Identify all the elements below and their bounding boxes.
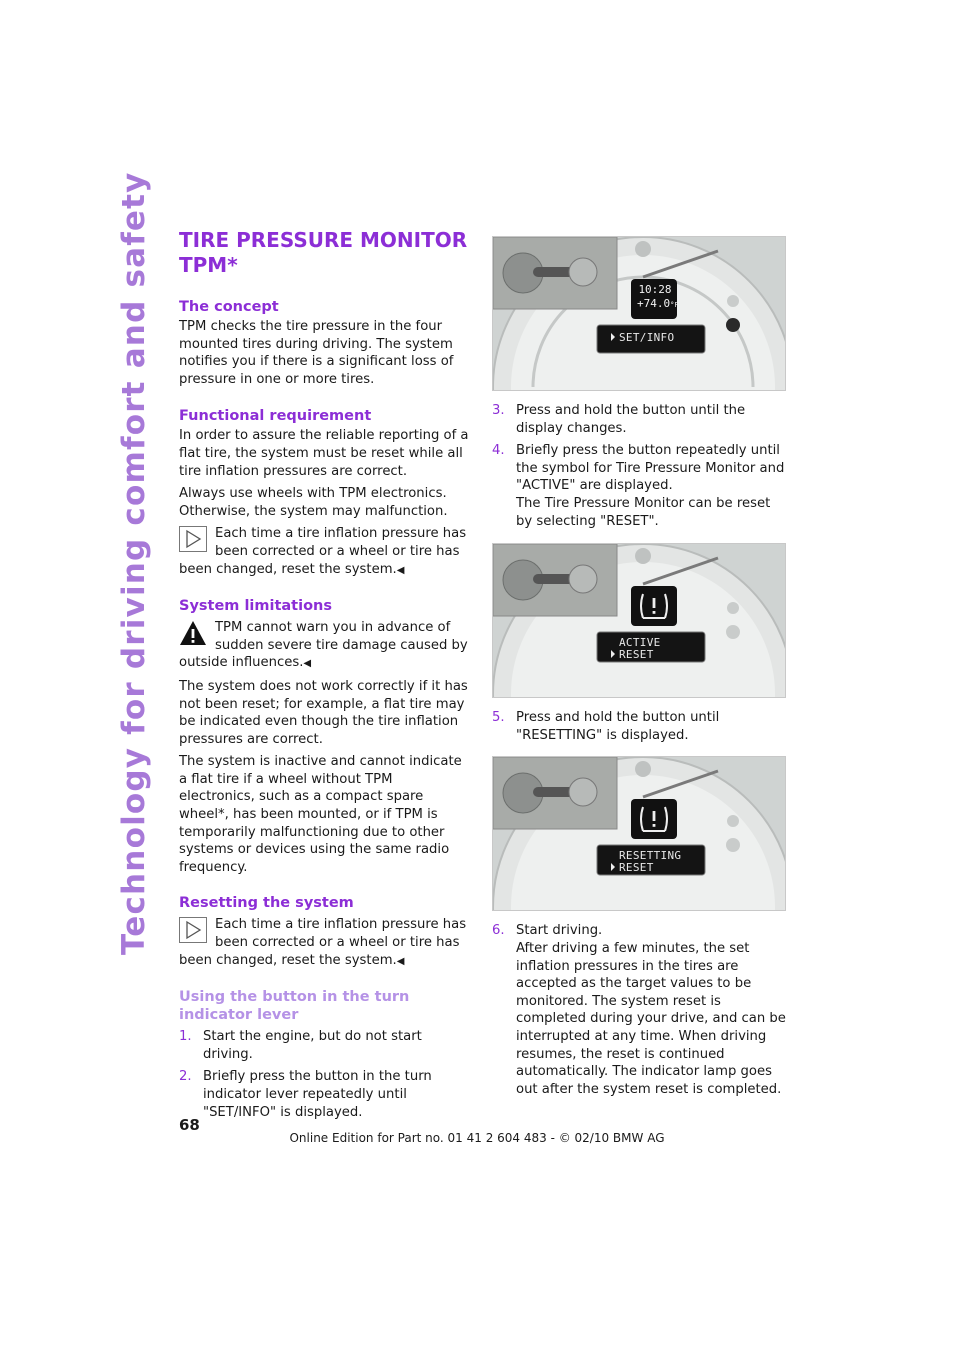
step-extra-text: After driving a few minutes, the set inflation pressures in the tires are accepted as the target values to be monitored. The system reset is completed during your drive, and can be interrupted at any time. When driving resumes, the reset is continued automatically. The indicator lamp goes out after the system reset is completed. <box>516 940 786 1097</box>
concept-text: TPM checks the tire pressure in the four mounted tires during driving. The system notifies you if there is a significant loss of pressure in one or more tires. <box>179 319 454 387</box>
list-item <box>492 922 788 1098</box>
limitations-paragraph-1: The system does not work correctly if it has not been reset; for example, a flat tire may be indicated even though the tire inflation pressures are correct. <box>179 678 468 747</box>
concept-heading: The concept <box>179 299 279 315</box>
step-extra-text: The Tire Pressure Monitor can be reset by selecting "RESET". <box>516 495 771 529</box>
step-number: 5. <box>492 710 505 726</box>
limitations-warning <box>179 619 471 673</box>
resetting-heading: Resetting the system <box>179 895 354 912</box>
page-number: 68 <box>179 1116 200 1134</box>
list-item <box>492 402 788 437</box>
functional-paragraph-2: Always use wheels with TPM electronics. Otherwise, the system may malfunction. <box>179 486 448 519</box>
functional-note-text: Each time a tire inflation pressure has been corrected or a wheel or tire has been changed, reset the system. <box>179 526 467 577</box>
functional-paragraph-1: In order to assure the reliable reporting of a flat tire, the system must be reset while all tire inflation pressures are correct. <box>179 428 469 479</box>
instrument-figure-set-info <box>492 236 786 391</box>
limitations-warning-text: TPM cannot warn you in advance of sudden severe tire damage caused by outside influences. <box>179 620 468 671</box>
instrument-cluster-illustration <box>493 237 786 391</box>
note-arrow-icon <box>179 526 207 552</box>
display-line-1: SET/INFO <box>619 331 675 344</box>
step-text: Start the engine, but do not start driving. <box>203 1029 422 1062</box>
step-text: Start driving. <box>516 923 603 939</box>
button-heading: Using the button in the turn indicator lever <box>179 989 410 1024</box>
left-column <box>179 228 471 1121</box>
temperature-readout: +74.0 <box>637 297 671 310</box>
note-arrow-icon <box>179 917 207 943</box>
right-column <box>492 236 788 1098</box>
list-item <box>492 442 788 530</box>
functional-heading: Functional requirement <box>179 408 372 425</box>
step-text: Press and hold the button until the display changes. <box>516 403 746 436</box>
instrument-cluster-illustration <box>493 757 786 911</box>
functional-note <box>179 525 471 579</box>
section-title: TIRE PRESSURE MONITOR TPM* <box>179 228 468 277</box>
instrument-cluster-illustration <box>493 544 786 698</box>
step-number: 6. <box>492 923 505 939</box>
limitations-heading: System limitations <box>179 598 333 615</box>
limitations-paragraph-2: The system is inactive and cannot indicate a flat tire if a wheel without TPM electronics, such as a compact spare wheel*, has been mounted, or if TPM is temporarily malfunctioning due to other systems or devices using the same radio frequency. <box>179 754 462 875</box>
end-mark-icon: ◀ <box>303 658 312 670</box>
warning-triangle-icon <box>179 620 207 646</box>
left-steps-list <box>179 1028 471 1121</box>
step-number: 4. <box>492 443 505 459</box>
display-line-1: RESETTING <box>619 849 682 863</box>
instrument-figure-resetting <box>492 756 786 911</box>
instrument-figure-active-reset <box>492 543 786 698</box>
step-number: 1. <box>179 1029 192 1045</box>
list-item <box>492 709 788 744</box>
resetting-note-text: Each time a tire inflation pressure has been corrected or a wheel or tire has been changed, reset the system. <box>179 917 467 968</box>
chapter-side-title: Technology for driving comfort and safety <box>116 171 152 955</box>
list-item <box>179 1028 471 1063</box>
step-text: Briefly press the button repeatedly until the symbol for Tire Pressure Monitor and "ACTIVE" are displayed. <box>516 443 785 494</box>
step-number: 2. <box>179 1069 192 1085</box>
step-text: Press and hold the button until "RESETTING" is displayed. <box>516 710 720 743</box>
temperature-unit: °F <box>670 301 679 309</box>
end-mark-icon: ◀ <box>396 564 405 576</box>
display-line-2: RESET <box>619 648 654 662</box>
display-line-1: ACTIVE <box>619 636 661 650</box>
right-steps-list-a <box>492 402 788 530</box>
end-mark-icon: ◀ <box>396 955 405 967</box>
step-text: Briefly press the button in the turn indicator lever repeatedly until "SET/INFO" is displayed. <box>203 1069 432 1120</box>
right-steps-list-b <box>492 709 788 744</box>
clock-readout: 10:28 <box>638 283 672 296</box>
list-item <box>179 1068 471 1121</box>
edition-footer: Online Edition for Part no. 01 41 2 604 483 - © 02/10 BMW AG <box>289 1131 665 1145</box>
display-line-2: RESET <box>619 861 654 875</box>
step-number: 3. <box>492 403 505 418</box>
resetting-note <box>179 916 471 970</box>
right-steps-list-c <box>492 922 788 1098</box>
